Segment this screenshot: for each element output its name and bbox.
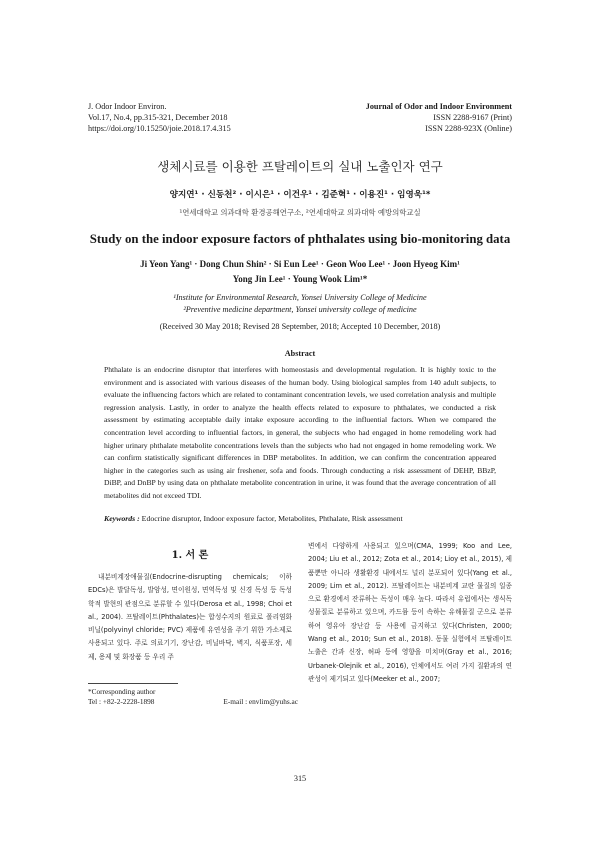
english-authors (90, 257, 510, 287)
received-dates: (Received 30 May 2018; Revised 28 September, 2018; Accepted 10 December, 2018) (159, 322, 441, 331)
journal-header-right (366, 101, 512, 134)
journal-full-name: Journal of Odor and Indoor Environment (365, 102, 512, 111)
issn-print: ISSN 2288-9167 (Print) (433, 113, 512, 122)
abstract-text: Phthalate is an endocrine disruptor that interferes with homeostasis and developmental regulation. It is highly toxic to the environment and is associated with various diseases of the human body. Using biological samples from 140 adult subjects, to evaluate the influencing factors which are related to contaminant concentration levels, we used correlation analysis and multiple regression analysis. Lastly, in order to analyze the health effects related to exposure to phthalates, we conducted a risk assessment by estimating acceptable daily intake exposure according to the influential factors. When we compared the concentration level according to influential factors, in general, the subjects who had engaged in home remodeling work had higher urinary phthalate metabolite concentrations levels than the subjects who had not engaged in home remodeling work. We can confirm statistically significant differences in DBP metabolites. In addition, we can confirm the concentration appeared higher in the categories such as using air freshener, sofa and foods. Through conducting a risk assessment of DEHP, BBzP, DiBP, and DnBP by using data on phthalate metabolite concentration in urine, it was found that the average concentration of all metabolites did not exceed TDI. (104, 365, 496, 500)
english-title: Study on the indoor exposure factors of phthalates using bio-monitoring data (89, 232, 511, 246)
journal-header-left (88, 101, 231, 134)
english-authors-line2: Yong Jin Lee¹ · Young Wook Lim¹* (232, 274, 368, 284)
abstract-heading: Abstract (284, 349, 316, 358)
korean-affiliations: ¹연세대학교 의과대학 환경공해연구소, ²연세대학교 의과대학 예방의학교실 (179, 208, 421, 217)
corresponding-author: *Corresponding author (88, 687, 156, 696)
affiliation-2: ²Preventive medicine department, Yonsei university college of medicine (183, 305, 417, 314)
keywords (104, 514, 504, 523)
korean-authors: 양지연¹ · 신동천² · 이시은¹ · 이건우¹ · 김준혁¹ · 이용진¹ · 임영욱¹* (169, 190, 431, 200)
affiliation-1: ¹Institute for Environmental Research, Yonsei University College of Medicine (173, 293, 427, 302)
section-heading-introduction: 1. 서 론 (171, 550, 209, 561)
intro-left-column: 내분비계장애물질(Endocrine-disrupting chemicals; 이하 EDCs)은 발달독성, 발암성, 면이원성, 면역독성 및 신경 독성 등 독성학적 발현의 관점으로 분류할 수 있다(Derosa et al., 1998; Choi et al., 2004). 프탈레이트(Phthalates)는 합성수지의 원료로 폴리염화비닐(polyvinyl chloride; PVC) 제품에 유연성을 주기 위한 가소제로 사용되고 있다. 주로 의료기기, 장난감, 비닐바닥, 벽지, 식품포장, 세제, 용제 및 화장품 등 우리 주 (88, 573, 292, 661)
page-number: 315 (293, 774, 307, 783)
footnote (88, 687, 298, 707)
doi-link[interactable]: https://doi.org/10.15250/joie.2018.17.4.315 (88, 124, 231, 133)
volume-line: Vol.17, No.4, pp.315-321, December 2018 (88, 113, 228, 122)
footnote-divider (88, 683, 178, 684)
keywords-label: Keywords : (104, 514, 140, 523)
english-affiliations (0, 292, 600, 316)
journal-short-name: J. Odor Indoor Environ. (88, 102, 167, 111)
intro-right-column: 변에서 다양하게 사용되고 있으며(CMA, 1999; Koo and Lee, 2004; Liu et al., 2012; Zota et al., 2014; Lioy et al., 2015), 제품뿐만 아니라 생활환경 내에서도 널리 분포되어 있다(Yang et al., 2009; Lim et al., 2012). 프탈레이트는 내분비계 교란 물질의 일종으로 환경에서 잔류하는 독성이 매우 높다. 따라서 유럽에서는 생식독성물질로 분류하고 있으며, 카드뮴 등이 속하는 유해물질 군으로 분류하여 영유아 장난감 등 사용에 금지하고 있다(Christen, 2000; Wang et al., 2010; Sun et al., 2018). 동물 실험에서 프탈레이트 노출은 간과 신장, 허파 등에 영향을 미치며(Gray et al., 2016; Urbanek-Olejnik et al., 2016), 인체에서도 여러 가지 질환과의 연관성이 제기되고 있다(Meeker et al., 2007; (308, 542, 512, 683)
issn-online: ISSN 2288-923X (Online) (425, 124, 512, 133)
contact-row (88, 697, 298, 707)
korean-title: 생체시료를 이용한 프탈레이트의 실내 노출인자 연구 (157, 159, 443, 174)
telephone: Tel : +82-2-2228-1898 (88, 697, 155, 706)
email[interactable]: E-mail : envlim@yuhs.ac (223, 697, 298, 706)
english-authors-line1: Ji Yeon Yang¹ · Dong Chun Shin² · Si Eun Lee¹ · Geon Woo Lee¹ · Joon Hyeog Kim¹ (140, 259, 460, 269)
keywords-list: Edocrine disruptor, Indoor exposure factor, Metabolites, Phthalate, Risk assessment (139, 514, 403, 523)
